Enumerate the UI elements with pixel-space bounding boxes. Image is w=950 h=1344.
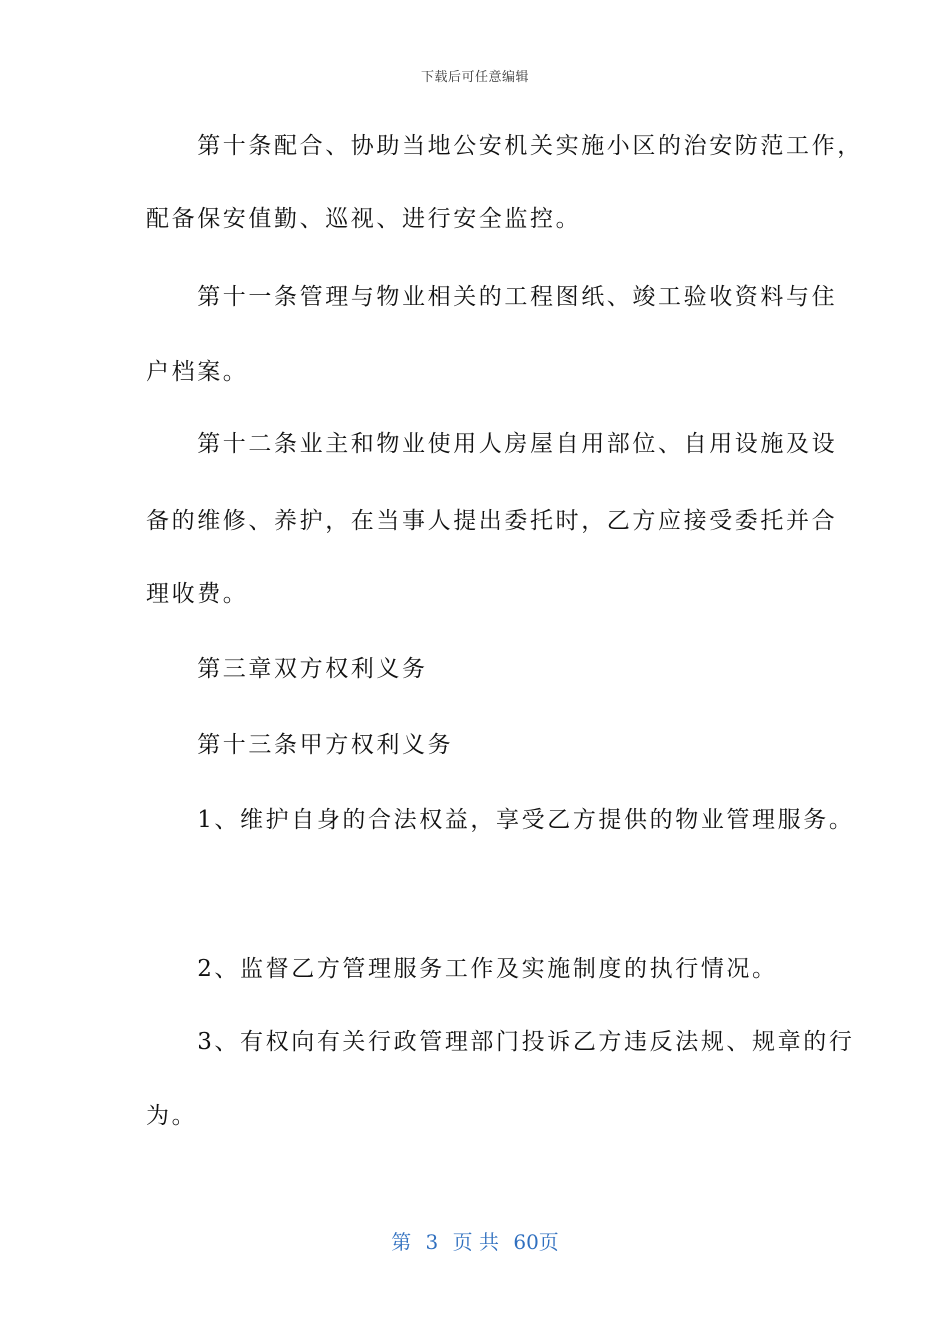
body-line: 第十二条业主和物业使用人房屋自用部位、自用设施及设 (146, 431, 838, 457)
chapter-heading: 第三章双方权利义务 (146, 656, 428, 682)
body-line: 备的维修、养护，在当事人提出委托时，乙方应接受委托并合 (146, 508, 838, 534)
footer-current-page: 3 (425, 1230, 439, 1254)
body-line: 配备保安值勤、巡视、进行安全监控。 (146, 206, 582, 232)
list-item: 1、维护自身的合法权益，享受乙方提供的物业管理服务。 (146, 807, 855, 833)
body-line: 理收费。 (146, 581, 249, 607)
footer-total-pages: 60页 (513, 1230, 559, 1254)
footer-middle: 页 共 (452, 1230, 499, 1254)
body-line: 第十一条管理与物业相关的工程图纸、竣工验收资料与住 (146, 284, 838, 310)
page-footer (0, 1226, 950, 1255)
footer-prefix: 第 (391, 1230, 412, 1254)
list-item: 3、有权向有关行政管理部门投诉乙方违反法规、规章的行 (146, 1029, 855, 1055)
list-item: 2、监督乙方管理服务工作及实施制度的执行情况。 (146, 956, 778, 982)
body-line: 户档案。 (146, 359, 249, 385)
body-line: 第十条配合、协助当地公安机关实施小区的治安防范工作， (146, 133, 863, 159)
article-heading: 第十三条甲方权利义务 (146, 732, 454, 758)
body-line: 为。 (146, 1103, 198, 1129)
header-note: 下载后可任意编辑 (420, 70, 529, 85)
